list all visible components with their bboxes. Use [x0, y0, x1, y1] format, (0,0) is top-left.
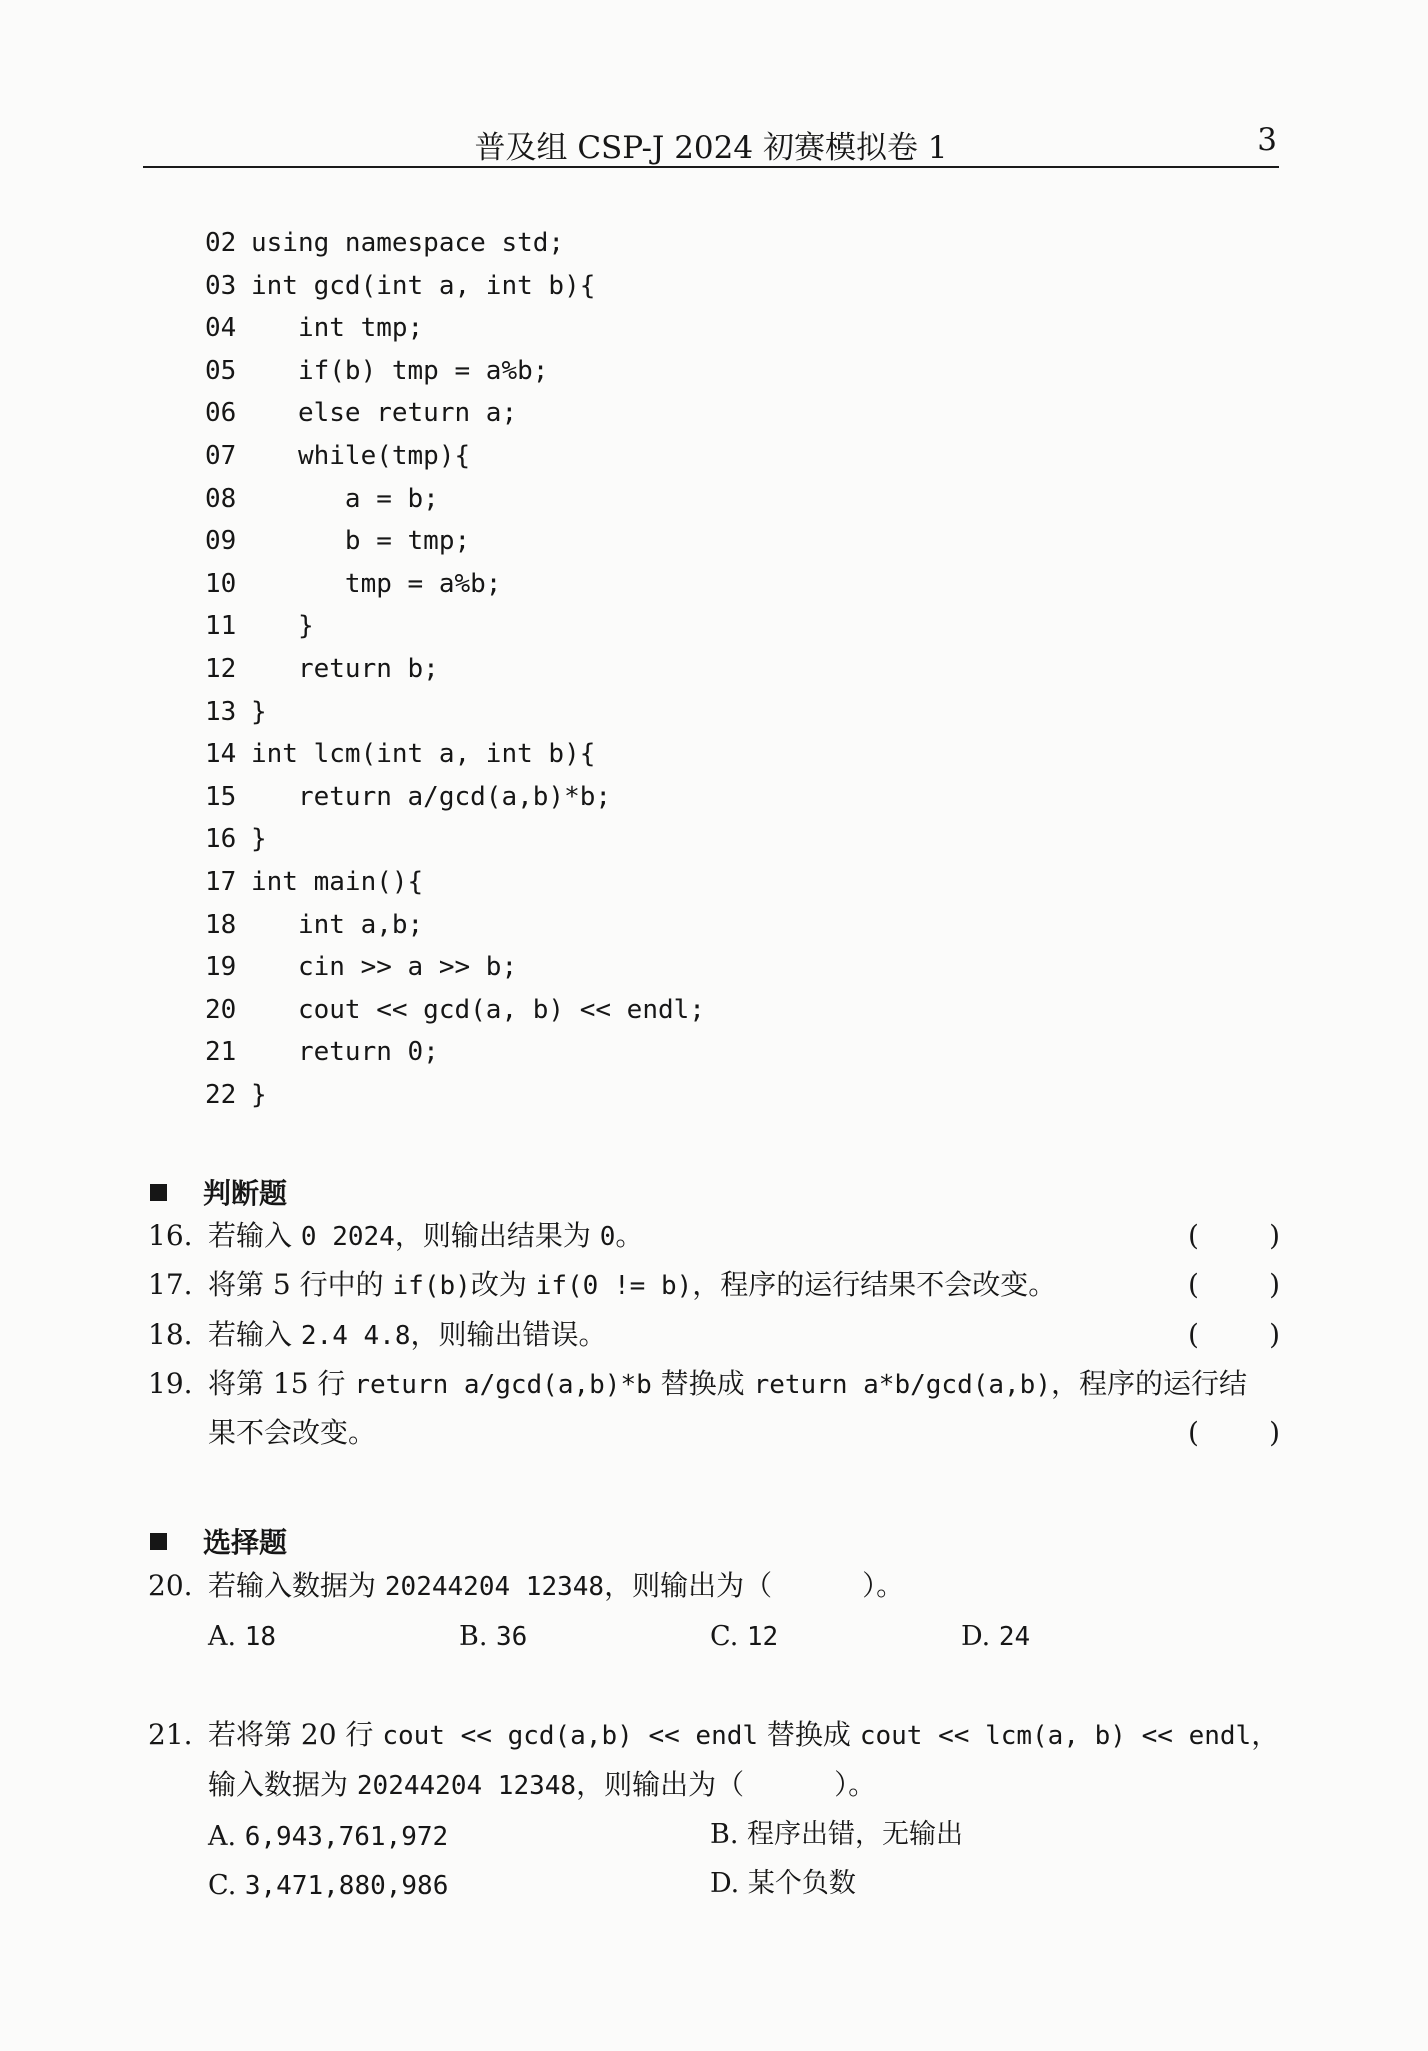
code-text: else return a; [251, 398, 518, 429]
code-line [205, 392, 705, 435]
question-21: 21. 若将第 20 行 cout << gcd(a,b) << endl 替换成 cout << lcm(a, b) << endl， [148, 1718, 1280, 1751]
line-number: 03 [205, 270, 237, 301]
option-c[interactable]: C. 3,471,880,986 [208, 1870, 449, 1901]
code-text: return 0; [251, 1037, 439, 1068]
line-number: 02 [205, 228, 237, 258]
square-bullet-icon [150, 1533, 167, 1550]
code-text: int tmp; [251, 313, 424, 344]
question-16: 16. 若输入 0 2024，则输出结果为 0。 ( ) [148, 1219, 1280, 1252]
line-number: 08 [205, 483, 237, 514]
code-text: cin >> a >> b; [251, 952, 518, 983]
line-number: 10 [205, 568, 237, 599]
question-20: 20. 若输入数据为 20244204 12348，则输出为（ ）。 [148, 1569, 905, 1602]
line-number: 12 [205, 653, 237, 684]
option-b[interactable]: B. 36 [459, 1621, 528, 1652]
code-text: } [251, 696, 267, 727]
code-line [205, 904, 705, 947]
option-a[interactable]: A. 18 [208, 1621, 276, 1652]
code-line [205, 222, 705, 265]
code-text: return a/gcd(a,b)*b; [251, 781, 612, 812]
code-text: using namespace std; [251, 228, 565, 258]
square-bullet-icon [150, 1184, 167, 1201]
line-number: 06 [205, 398, 237, 429]
code-line [205, 691, 705, 734]
page-title: 普及组 CSP-J 2024 初赛模拟卷 1 [474, 130, 948, 166]
code-line [205, 605, 705, 648]
page-header [143, 118, 1279, 168]
option-d[interactable]: D. 24 [961, 1621, 1031, 1652]
code-text: tmp = a%b; [251, 568, 502, 599]
question-17: 17. 将第 5 行中的 if(b)改为 if(0 != b)，程序的运行结果不会改变。 ( ) [148, 1268, 1280, 1301]
line-number: 09 [205, 526, 237, 557]
line-number: 05 [205, 355, 237, 386]
code-line [205, 478, 705, 521]
code-line [205, 265, 705, 308]
option-b[interactable]: B. 程序出错，无输出 [710, 1819, 964, 1850]
question-19: 19. 将第 15 行 return a/gcd(a,b)*b 替换成 return a*b/gcd(a,b)，程序的运行结 [148, 1367, 1248, 1400]
line-number: 13 [205, 696, 237, 727]
line-number: 20 [205, 994, 237, 1025]
code-text: if(b) tmp = a%b; [251, 355, 549, 386]
code-line [205, 307, 705, 350]
code-line [205, 563, 705, 606]
code-text: } [251, 1079, 267, 1110]
line-number: 15 [205, 781, 237, 812]
line-number: 04 [205, 313, 237, 344]
question-19-continued: 果不会改变。 ( ) [208, 1416, 1280, 1449]
line-number: 22 [205, 1079, 237, 1110]
code-text: a = b; [251, 483, 439, 514]
line-number: 17 [205, 866, 237, 897]
code-line [205, 818, 705, 861]
line-number: 11 [205, 611, 237, 642]
code-line [205, 1031, 705, 1074]
question-21-continued: 输入数据为 20244204 12348，则输出为（ ）。 [208, 1768, 877, 1801]
page-number: 3 [1257, 122, 1277, 158]
option-c[interactable]: C. 12 [710, 1621, 779, 1652]
option-d[interactable]: D. 某个负数 [710, 1868, 856, 1899]
code-text: } [251, 611, 314, 642]
code-line [205, 520, 705, 563]
code-text: return b; [251, 653, 439, 684]
code-line [205, 733, 705, 776]
code-line [205, 435, 705, 478]
question-18: 18. 若输入 2.4 4.8，则输出错误。 ( ) [148, 1318, 1280, 1351]
line-number: 21 [205, 1037, 237, 1068]
line-number: 18 [205, 909, 237, 940]
line-number: 07 [205, 440, 237, 471]
code-text: cout << gcd(a, b) << endl; [251, 994, 705, 1025]
code-text: int main(){ [251, 866, 424, 897]
line-number: 14 [205, 739, 237, 770]
code-text: while(tmp){ [251, 440, 471, 471]
code-text: int lcm(int a, int b){ [251, 739, 596, 770]
code-line [205, 350, 705, 393]
line-number: 16 [205, 824, 237, 855]
code-text: b = tmp; [251, 526, 471, 557]
section-heading-choice: 选择题 [150, 1521, 287, 1561]
code-line [205, 946, 705, 989]
code-line [205, 776, 705, 819]
option-a[interactable]: A. 6,943,761,972 [208, 1821, 449, 1852]
code-line [205, 648, 705, 691]
code-text: int gcd(int a, int b){ [251, 270, 596, 301]
code-text: } [251, 824, 267, 855]
code-text: int a,b; [251, 909, 424, 940]
section-heading-judge: 判断题 [150, 1172, 287, 1212]
line-number: 19 [205, 952, 237, 983]
code-listing [205, 222, 705, 1116]
code-line [205, 1074, 705, 1117]
code-line [205, 989, 705, 1032]
code-line [205, 861, 705, 904]
